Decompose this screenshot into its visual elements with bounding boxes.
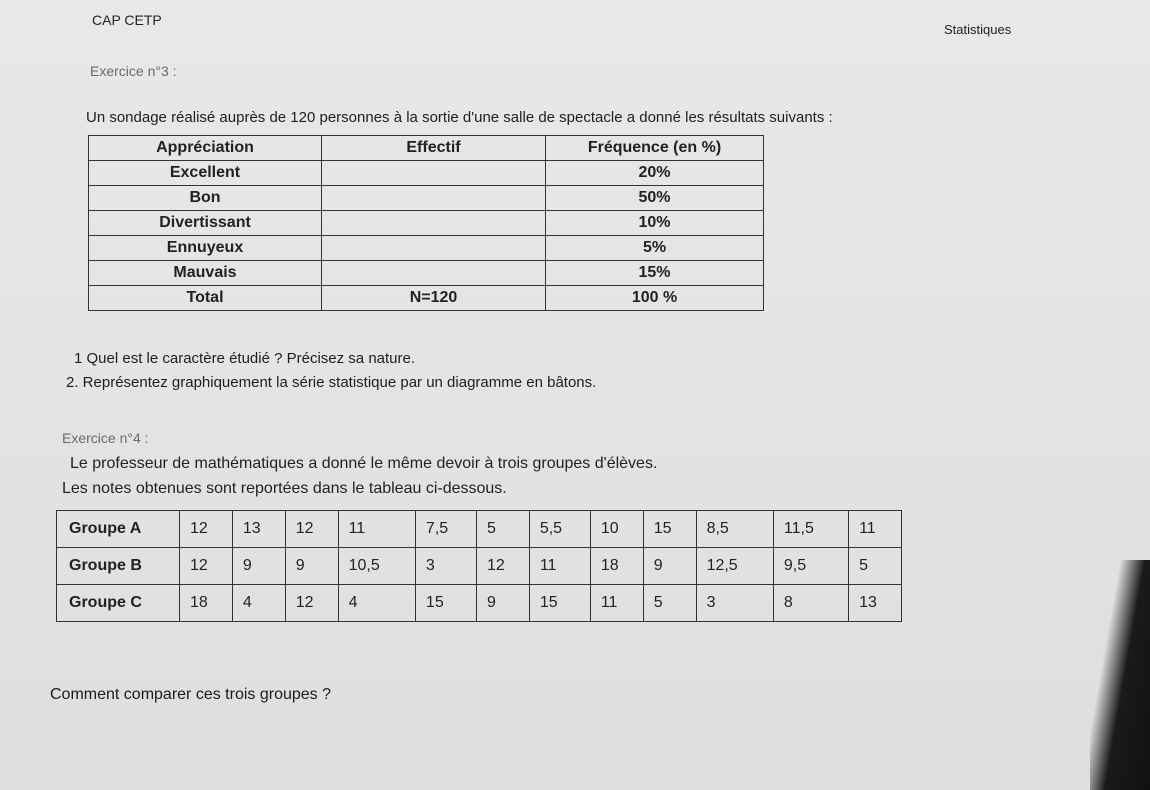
grade-cell: 15	[415, 585, 476, 622]
grade-cell: 12,5	[696, 548, 773, 585]
exercise3-intro: Un sondage réalisé auprès de 120 personnes à la sortie d'une salle de spectacle a donné les résultats suivants :	[86, 109, 833, 126]
grade-cell: 3	[415, 548, 476, 585]
grade-cell: 9	[285, 548, 338, 585]
table-row	[89, 161, 764, 186]
grade-cell: 12	[285, 585, 338, 622]
grade-cell: 4	[338, 585, 415, 622]
grade-cell: 13	[232, 511, 285, 548]
grade-cell: 8	[773, 585, 848, 622]
grade-cell: 3	[696, 585, 773, 622]
grade-cell: 5,5	[529, 511, 590, 548]
header-cell: Appréciation	[89, 136, 322, 161]
header-left: CAP CETP	[92, 12, 162, 28]
grade-cell: 11	[529, 548, 590, 585]
table-cell: Divertissant	[89, 211, 322, 236]
header-cell: Fréquence (en %)	[546, 136, 764, 161]
grade-cell: 5	[476, 511, 529, 548]
grade-cell: 5	[643, 585, 696, 622]
grade-cell: 11	[338, 511, 415, 548]
exercise3-title: Exercice n°3 :	[90, 63, 177, 79]
table-row	[89, 211, 764, 236]
table-row	[89, 236, 764, 261]
table-cell	[322, 236, 546, 261]
group-label: Groupe C	[57, 585, 180, 622]
table-cell	[322, 186, 546, 211]
grade-cell: 12	[285, 511, 338, 548]
table-cell: Bon	[89, 186, 322, 211]
grade-cell: 12	[180, 511, 233, 548]
table-header-row	[89, 136, 764, 161]
exercise4-line1: Le professeur de mathématiques a donné le même devoir à trois groupes d'élèves.	[70, 455, 658, 472]
table-cell: 15%	[546, 261, 764, 286]
appreciation-table	[88, 135, 764, 311]
table-cell	[322, 261, 546, 286]
page-edge-shadow	[1090, 560, 1150, 790]
grade-cell: 4	[232, 585, 285, 622]
table-cell	[322, 211, 546, 236]
grade-cell: 10,5	[338, 548, 415, 585]
header-cell: Effectif	[322, 136, 546, 161]
table-row-total	[89, 286, 764, 311]
table-cell: 50%	[546, 186, 764, 211]
grade-cell: 9,5	[773, 548, 848, 585]
table-row	[89, 261, 764, 286]
grade-cell: 9	[232, 548, 285, 585]
table-cell: 10%	[546, 211, 764, 236]
header-right: Statistiques	[944, 22, 1012, 37]
grades-table	[56, 510, 902, 622]
exercise4-title: Exercice n°4 :	[62, 430, 149, 446]
exercise4-line2: Les notes obtenues sont reportées dans le tableau ci-dessous.	[62, 480, 507, 497]
grade-cell: 8,5	[696, 511, 773, 548]
table-row	[89, 186, 764, 211]
grade-cell: 9	[643, 548, 696, 585]
grade-cell: 7,5	[415, 511, 476, 548]
grade-cell: 18	[590, 548, 643, 585]
table-cell: N=120	[322, 286, 546, 311]
table-cell: Total	[89, 286, 322, 311]
grade-cell: 15	[529, 585, 590, 622]
table-cell	[322, 161, 546, 186]
table-cell: Ennuyeux	[89, 236, 322, 261]
grade-cell: 11	[590, 585, 643, 622]
grade-cell: 12	[180, 548, 233, 585]
grade-cell: 5	[849, 548, 902, 585]
grade-cell: 15	[643, 511, 696, 548]
grade-cell: 11	[849, 511, 902, 548]
group-label: Groupe B	[57, 548, 180, 585]
table-row	[57, 585, 902, 622]
grade-cell: 11,5	[773, 511, 848, 548]
table-cell: 5%	[546, 236, 764, 261]
grade-cell: 13	[849, 585, 902, 622]
table-row	[57, 511, 902, 548]
grade-cell: 18	[180, 585, 233, 622]
table-cell: Excellent	[89, 161, 322, 186]
grade-cell: 9	[476, 585, 529, 622]
exercise4-question: Comment comparer ces trois groupes ?	[50, 686, 331, 703]
table-cell: 100 %	[546, 286, 764, 311]
group-label: Groupe A	[57, 511, 180, 548]
question-2: 2. Représentez graphiquement la série statistique par un diagramme en bâtons.	[66, 374, 597, 391]
table-cell: 20%	[546, 161, 764, 186]
grade-cell: 10	[590, 511, 643, 548]
grade-cell: 12	[476, 548, 529, 585]
question-1: 1 Quel est le caractère étudié ? Précisez sa nature.	[74, 350, 416, 367]
table-row	[57, 548, 902, 585]
table-cell: Mauvais	[89, 261, 322, 286]
